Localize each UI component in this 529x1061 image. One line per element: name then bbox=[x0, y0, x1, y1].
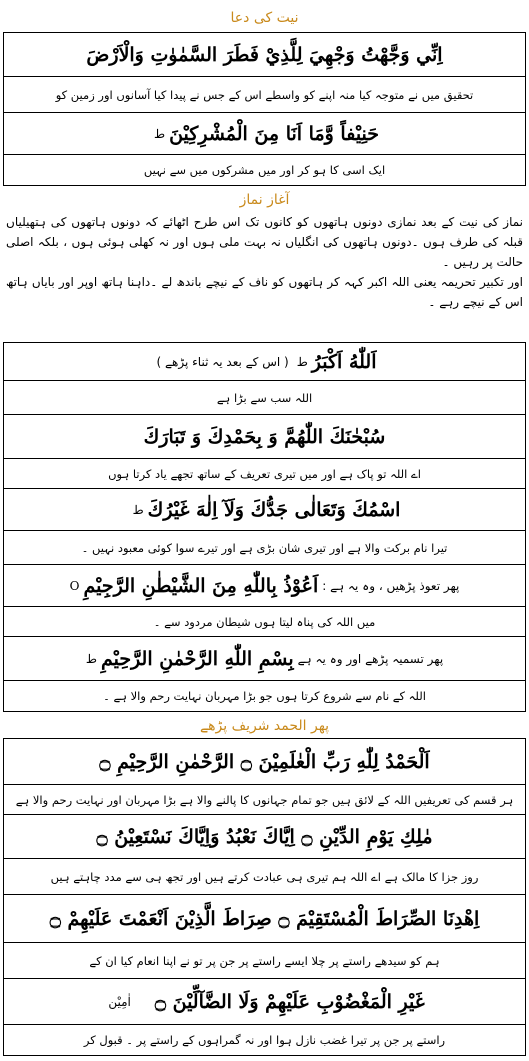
pause-mark: ط bbox=[85, 651, 97, 666]
section-heading-aghaz: آغاز نماز bbox=[239, 192, 290, 208]
verse-end-mark: O bbox=[69, 578, 80, 593]
section-heading-alhamd: پھر الحمد شریف پڑھے bbox=[199, 718, 330, 734]
niyyat-box bbox=[3, 32, 526, 186]
section-heading-niyyat: نیت کی دعا bbox=[230, 10, 299, 26]
pause-mark: ط bbox=[153, 126, 166, 141]
instruction-note: پھر تعوذ پڑھیں ، وہ یہ ہے : bbox=[322, 578, 460, 593]
translation-line: اللہ سب سے بڑا ہے bbox=[4, 381, 525, 415]
arabic-text: اسْمُكَ وَتَعَالٰى جَدُّكَ وَلَآ اِلٰهَ غَيْرُكَ bbox=[147, 498, 401, 521]
ameen-label: اٰمِيْن bbox=[108, 994, 131, 1009]
arabic-line bbox=[4, 489, 525, 531]
arabic-line bbox=[4, 637, 525, 681]
translation-line: میں اللہ کی پناہ لیتا ہوں شیطان مردود سے ۔ bbox=[4, 607, 525, 637]
translation-line: تیرا نام برکت والا ہے اور تیری شان بڑی ہے اور تیرے سوا کوئی معبود نہیں ۔ bbox=[4, 531, 525, 565]
instruction-note: پھر تسمیہ پڑھے اور وہ یہ ہے bbox=[297, 651, 444, 666]
arabic-line bbox=[4, 565, 525, 607]
arabic-line bbox=[4, 113, 525, 155]
arabic-line: اِنِّي وَجَّهْتُ وَجْهِيَ لِلَّذِيْ فَطَرَ السَّمٰوٰتِ وَالْاَرْضَ bbox=[4, 33, 525, 77]
translation-line: اے اللہ تو پاک ہے اور میں تیری تعریف کے ساتھ تجھے یاد کرتا ہوں bbox=[4, 459, 525, 489]
arabic-line bbox=[4, 979, 525, 1025]
translation-line: ہم کو سیدھے راستے پر چلا ایسے راستے پر جن پر تو نے اپنا انعام کیا ان کے bbox=[4, 943, 525, 979]
arabic-line: اِهْدِنَا الصِّرَاطَ الْمُسْتَقِيْمَ ۝ صِرَاطَ الَّذِيْنَ اَنْعَمْتَ عَلَيْهِمْ ۝ bbox=[4, 895, 525, 943]
instruction-note: ( اس کے بعد یہ ثناء پڑھے ) bbox=[156, 354, 289, 369]
arabic-text: بِسْمِ اللّٰهِ الرَّحْمٰنِ الرَّحِيْمِ bbox=[100, 647, 294, 670]
instruction-paragraph: اور تکبیر تحریمہ یعنی اللہ اکبر کہہ کر ہاتھوں کو ناف کے نیچے باندھ لے ۔داہنا ہاتھ اوپر اور بایاں ہاتھ اس کے نیچے رہے ۔ bbox=[6, 275, 523, 309]
arabic-text: اَعُوْذُ بِاللّٰهِ مِنَ الشَّيْطٰنِ الرَّجِيْمِ bbox=[83, 574, 319, 597]
translation-line: تحقیق میں نے متوجہ کیا منہ اپنے کو واسطے اس کے جس نے پیدا کیا آسانوں اور زمین کو bbox=[4, 77, 525, 113]
arabic-text: اَللّٰهُ اَكْبَرُ bbox=[311, 350, 377, 373]
arabic-text: حَنِيْفاً وَّمَا اَنَا مِنَ الْمُشْرِكِيْنَ bbox=[169, 122, 380, 145]
translation-line: ایک اسی کا ہو کر اور میں مشرکوں میں سے نہیں bbox=[143, 163, 386, 177]
arabic-line: مٰلِكِ يَوْمِ الدِّيْنِ ۝ اِيَّاكَ نَعْبُدُ وَاِيَّاكَ نَسْتَعِيْنُ ۝ bbox=[4, 815, 525, 859]
arabic-line: اَلْحَمْدُ لِلّٰهِ رَبِّ الْعٰلَمِيْنَ ۝ الرَّحْمٰنِ الرَّحِيْمِ ۝ bbox=[4, 739, 525, 785]
arabic-line: سُبْحٰنَكَ اللّٰهُمَّ وَ بِحَمْدِكَ وَ تَبَارَكَ bbox=[4, 415, 525, 459]
translation-line: راستے پر جن پر تیرا غضب نازل ہوا اور نہ گمراہوں کے راستے پر ۔ قبول کر bbox=[83, 1033, 446, 1047]
arabic-line bbox=[4, 343, 525, 381]
fatiha-box bbox=[3, 738, 526, 1056]
arabic-text: غَيْرِ الْمَغْضُوْبِ عَلَيْهِمْ وَلَا الضَّآلِّيْنَ ۝ bbox=[154, 990, 425, 1013]
translation-line: اللہ کے نام سے شروع کرتا ہوں جو بڑا مہربان نہایت رحم والا ہے ۔ bbox=[103, 689, 426, 703]
pause-mark: ط bbox=[132, 502, 144, 517]
sana-box bbox=[3, 342, 526, 712]
instruction-paragraph: نماز کی نیت کے بعد نمازی دونوں ہاتھوں کو کانوں تک اس طرح اٹھائے کہ دونوں ہاتھوں کی ہتھیلیاں قبلہ کی طرف ہوں ۔دونوں ہاتھوں کی انگلیاں نہ بہت ملی ہوں اور نہ کھلی ہوئی ہوں ، بلکہ اصلی حالت پر رہیں ۔ bbox=[6, 215, 523, 269]
pause-mark: ط bbox=[296, 354, 308, 369]
translation-line: روز جزا کا مالک ہے اے اللہ ہم تیری ہی عبادت کرتے ہیں اور تجھ ہی سے مدد چاہتے ہیں bbox=[4, 859, 525, 895]
translation-line: ہر قسم کی تعریفیں اللہ کے لائق ہیں جو تمام جہانوں کا پالنے والا ہے بڑا مہربان اور نہایت رحم والا ہے bbox=[4, 785, 525, 815]
instructions bbox=[0, 212, 529, 312]
